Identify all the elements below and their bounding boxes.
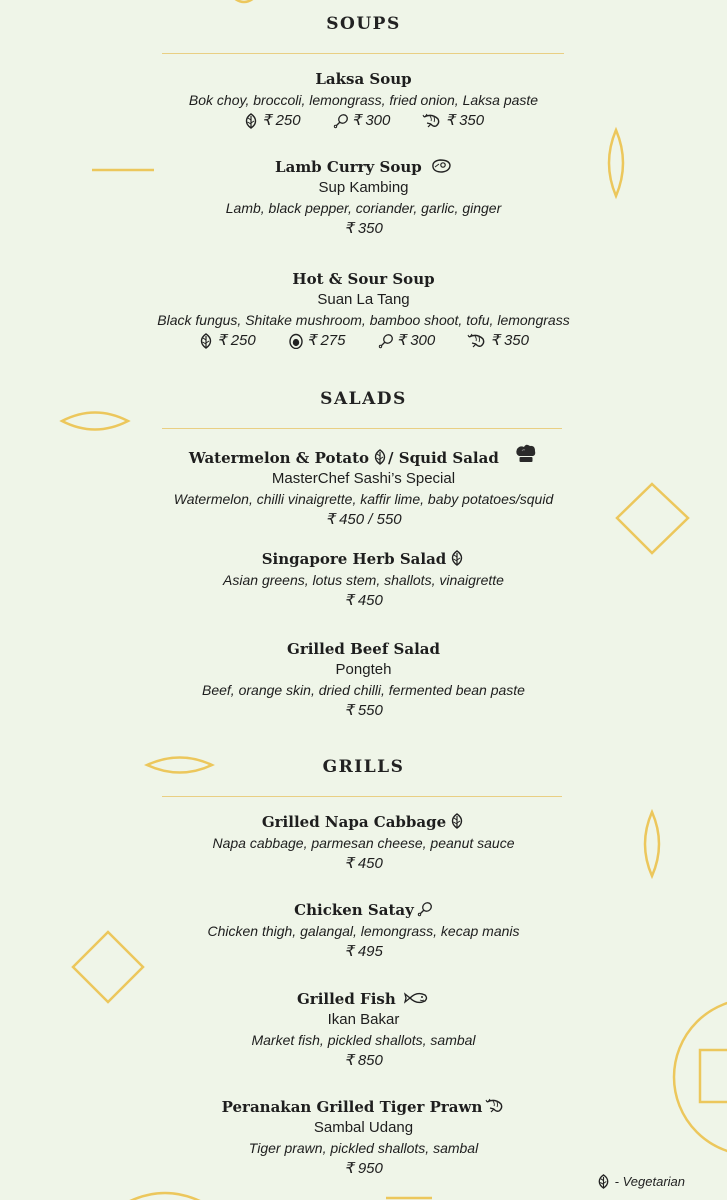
item-description: Black fungus, Shitake mushroom, bamboo shoot, tofu, lemongrass — [157, 312, 570, 328]
legend-text: - Vegetarian — [614, 1174, 685, 1189]
prawn-icon — [485, 1098, 505, 1114]
menu-item-watermelon-potato-squid-salad — [0, 443, 727, 531]
price-row — [0, 853, 727, 875]
price-row — [0, 330, 727, 352]
price-text: ₹ 275 — [306, 332, 346, 349]
price-text: ₹ 450 / 550 — [325, 511, 402, 528]
item-description: Market fish, pickled shallots, sambal — [251, 1032, 476, 1048]
item-name: Grilled Beef Salad — [287, 640, 440, 658]
item-description: Bok choy, broccoli, lemongrass, fried onion, Laksa paste — [188, 92, 539, 108]
item-description: Beef, orange skin, dried chilli, fermented bean paste — [202, 682, 525, 698]
item-subtitle: Ikan Bakar — [327, 1011, 400, 1028]
price-text: ₹ 300 — [351, 112, 391, 129]
section-title-soups: SOUPS — [326, 14, 401, 34]
section-title-salads: SALADS — [320, 389, 407, 409]
veg-leaf-icon — [449, 550, 465, 566]
price-text: ₹ 250 — [261, 112, 301, 129]
price-option — [198, 330, 256, 352]
item-subtitle: Sup Kambing — [318, 179, 409, 196]
menu-item-grilled-napa-cabbage — [0, 811, 727, 875]
item-name: Peranakan Grilled Tiger Prawn — [221, 1098, 483, 1116]
item-name: Grilled Napa Cabbage — [261, 813, 447, 831]
item-description: Asian greens, lotus stem, shallots, vinaigrette — [223, 572, 504, 588]
section-divider — [162, 796, 562, 797]
price-text: ₹ 450 — [344, 592, 383, 609]
item-name-row — [0, 899, 727, 921]
veg-leaf-icon — [449, 813, 465, 829]
price-row — [0, 590, 727, 612]
chicken-leg-icon — [378, 333, 394, 349]
prawn-icon — [422, 113, 442, 129]
price-option — [378, 330, 436, 352]
price-text: ₹ 250 — [217, 332, 256, 349]
chicken-leg-icon — [417, 901, 433, 917]
veg-leaf-icon — [243, 113, 259, 129]
price-text: ₹ 495 — [344, 943, 383, 960]
price-row — [0, 218, 727, 240]
item-name: Lamb Curry Soup — [275, 158, 422, 176]
price-text: ₹ 350 — [490, 332, 529, 349]
menu-item-peranakan-grilled-tiger-prawn — [0, 1096, 727, 1180]
item-name: Watermelon & Potato — [188, 449, 370, 467]
veg-leaf-icon — [596, 1174, 611, 1189]
item-description: Napa cabbage, parmesan cheese, peanut sauce — [212, 835, 515, 851]
price-option — [467, 330, 529, 352]
section-divider — [162, 53, 564, 54]
item-name-suffix: / Squid Salad — [388, 449, 499, 467]
price-text: ₹ 850 — [344, 1052, 383, 1069]
item-name: Singapore Herb Salad — [261, 550, 447, 568]
item-name-row — [0, 443, 727, 469]
price-row — [0, 700, 727, 722]
egg-icon — [288, 333, 304, 349]
item-subtitle: Suan La Tang — [317, 291, 410, 308]
menu-item-singapore-herb-salad — [0, 548, 727, 612]
item-name: Laksa Soup — [315, 70, 412, 88]
price-text: ₹ 450 — [344, 855, 383, 872]
prawn-icon — [467, 333, 487, 349]
meat-steak-icon — [430, 158, 452, 174]
price-text: ₹ 300 — [396, 332, 436, 349]
price-option — [333, 110, 391, 132]
fish-icon — [404, 990, 430, 1006]
item-name: Hot & Sour Soup — [292, 270, 435, 288]
price-text: ₹ 350 — [344, 220, 383, 237]
price-text: ₹ 950 — [344, 1160, 383, 1177]
price-row — [0, 110, 727, 132]
item-subtitle: Pongteh — [335, 661, 392, 678]
item-description: Chicken thigh, galangal, lemongrass, kecap manis — [207, 923, 520, 939]
price-option — [288, 330, 346, 352]
item-name-row — [0, 548, 727, 570]
price-option — [243, 110, 301, 132]
price-row — [0, 941, 727, 963]
price-row — [0, 509, 727, 531]
item-description: Watermelon, chilli vinaigrette, kaffir lime, baby potatoes/squid — [173, 491, 554, 507]
veg-leaf-icon — [198, 333, 214, 349]
menu-item-chicken-satay — [0, 899, 727, 963]
menu-item-lamb-curry-soup — [0, 156, 727, 240]
vegetarian-legend — [596, 1174, 685, 1189]
item-name-row — [0, 811, 727, 833]
menu-item-grilled-beef-salad — [0, 638, 727, 722]
item-name: Chicken Satay — [294, 901, 414, 919]
menu-item-grilled-fish — [0, 988, 727, 1072]
veg-leaf-icon — [372, 449, 388, 465]
menu-item-hot-sour-soup — [0, 268, 727, 352]
item-name: Grilled Fish — [297, 990, 396, 1008]
item-description: Lamb, black pepper, coriander, garlic, ginger — [225, 200, 502, 216]
menu-item-laksa-soup — [0, 68, 727, 132]
section-title-grills: GRILLS — [322, 757, 405, 777]
section-divider — [162, 428, 562, 429]
item-subtitle: MasterChef Sashi’s Special — [271, 470, 456, 487]
item-name-row — [0, 988, 727, 1010]
price-row — [0, 1050, 727, 1072]
price-option — [422, 110, 484, 132]
item-subtitle: Sambal Udang — [313, 1119, 414, 1136]
item-description: Tiger prawn, pickled shallots, sambal — [248, 1140, 479, 1156]
item-name-row — [0, 1096, 727, 1118]
price-text: ₹ 350 — [445, 112, 485, 129]
chef-hat-icon — [514, 443, 538, 465]
item-name-row — [0, 156, 727, 178]
chicken-leg-icon — [333, 113, 349, 129]
price-text: ₹ 550 — [344, 702, 383, 719]
